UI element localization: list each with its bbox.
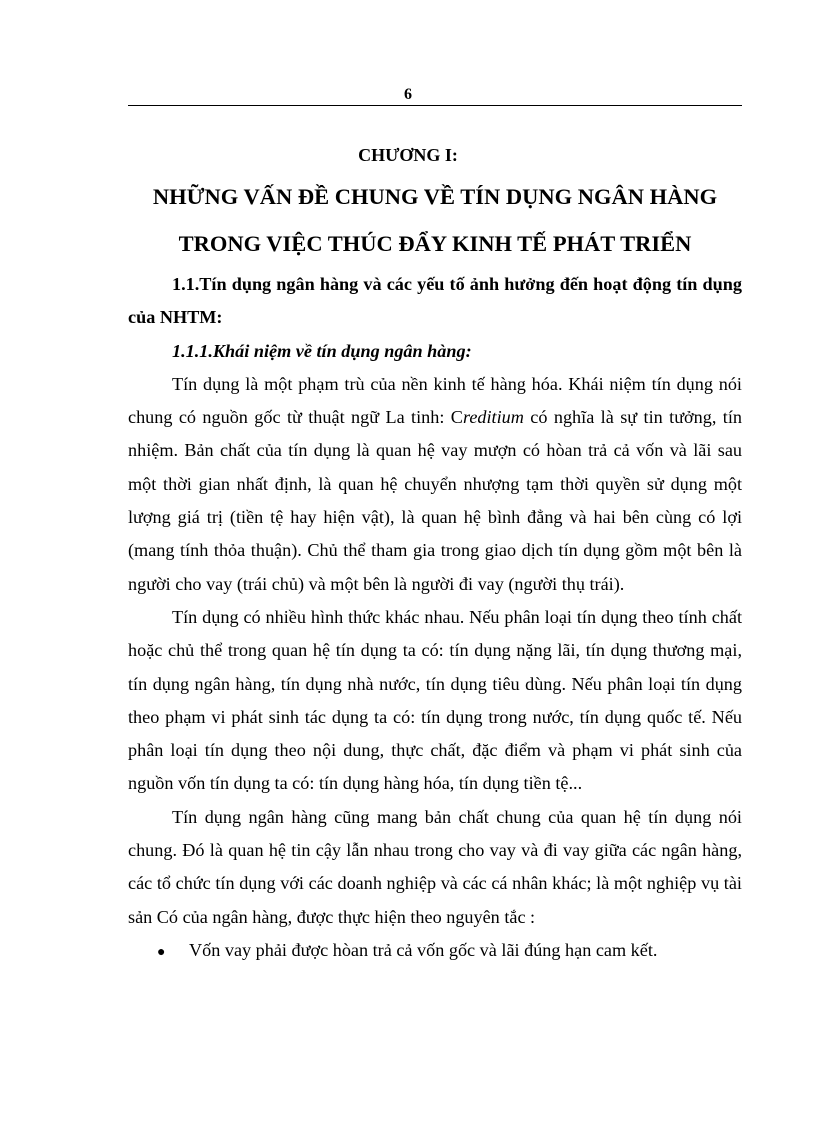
page-number: 6 (404, 86, 412, 103)
paragraph-3: Tín dụng ngân hàng cũng mang bản chất chung của quan hệ tín dụng nói chung. Đó là quan hệ tin cậy lẫn nhau trong cho vay và đi vay giữa các ngân hàng, các tổ chức tín dụng với các doanh nghiệp và các cá nhân khác; là một nghiệp vụ tài sản Có của ngân hàng, được thực hiện theo nguyên tắc : (128, 806, 742, 927)
paragraph-2: Tín dụng có nhiều hình thức khác nhau. Nếu phân loại tín dụng theo tính chất hoặc chủ thể trong quan hệ tín dụng ta có: tín dụng nặng lãi, tín dụng thương mại, tín dụng ngân hàng, tín dụng nhà nước, tín dụng tiêu dùng. Nếu phân loại tín dụng theo phạm vi phát sinh tác dụng ta có: tín dụng trong nước, tín dụng quốc tế. Nếu phân loại tín dụng theo nội dung, thực chất, đặc điểm và phạm vi phát sinh của nguồn vốn tín dụng ta có: tín dụng hàng hóa, tín dụng tiền tệ... (128, 606, 742, 794)
header-rule (128, 105, 742, 106)
paragraph-1 (128, 368, 742, 601)
bullet-item (128, 934, 742, 969)
chapter-title-line-1: NHỮNG VẤN ĐỀ CHUNG VỀ TÍN DỤNG NGÂN HÀNG (152, 184, 718, 209)
section-heading-1-1-1: 1.1.1.Khái niệm về tín dụng ngân hàng: (172, 340, 472, 361)
latin-term: reditium (462, 407, 524, 428)
paragraph-1-start: Tín dụng là một phạm trù của nền kinh tế hàng hóa. Khái niệm tín dụng nói chung có nguồn gốc từ thuật ngữ La tinh: C (128, 373, 742, 428)
chapter-title-line-2: TRONG VIỆC THÚC ĐẨY KINH TẾ PHÁT TRIỂN (178, 231, 692, 256)
bullet-text: Vốn vay phải được hòan trả cả vốn gốc và lãi đúng hạn cam kết. (189, 939, 658, 960)
paragraph-1-rest: có nghĩa là sự tin tưởng, tín nhiệm. Bản chất của tín dụng là quan hệ vay mượn có hòan trả cả vốn và lãi sau một thời gian nhất định, là quan hệ chuyển nhượng tạm thời quyền sử dụng một lượng giá trị (tiền tệ hay hiện vật), là quan hệ bình đẳng và hai bên cùng có lợi (mang tính thỏa thuận). Chủ thể tham gia trong giao dịch tín dụng gồm một bên là người cho vay (trái chủ) và một bên là người đi vay (người thụ trái). (128, 407, 743, 594)
section-heading-1-1: 1.1.Tín dụng ngân hàng và các yếu tố ảnh hưởng đến hoạt động tín dụng của NHTM: (128, 274, 742, 328)
bullet-icon: ● (157, 944, 166, 960)
body-text (128, 268, 742, 969)
chapter-label: CHƯƠNG I: (358, 145, 458, 165)
